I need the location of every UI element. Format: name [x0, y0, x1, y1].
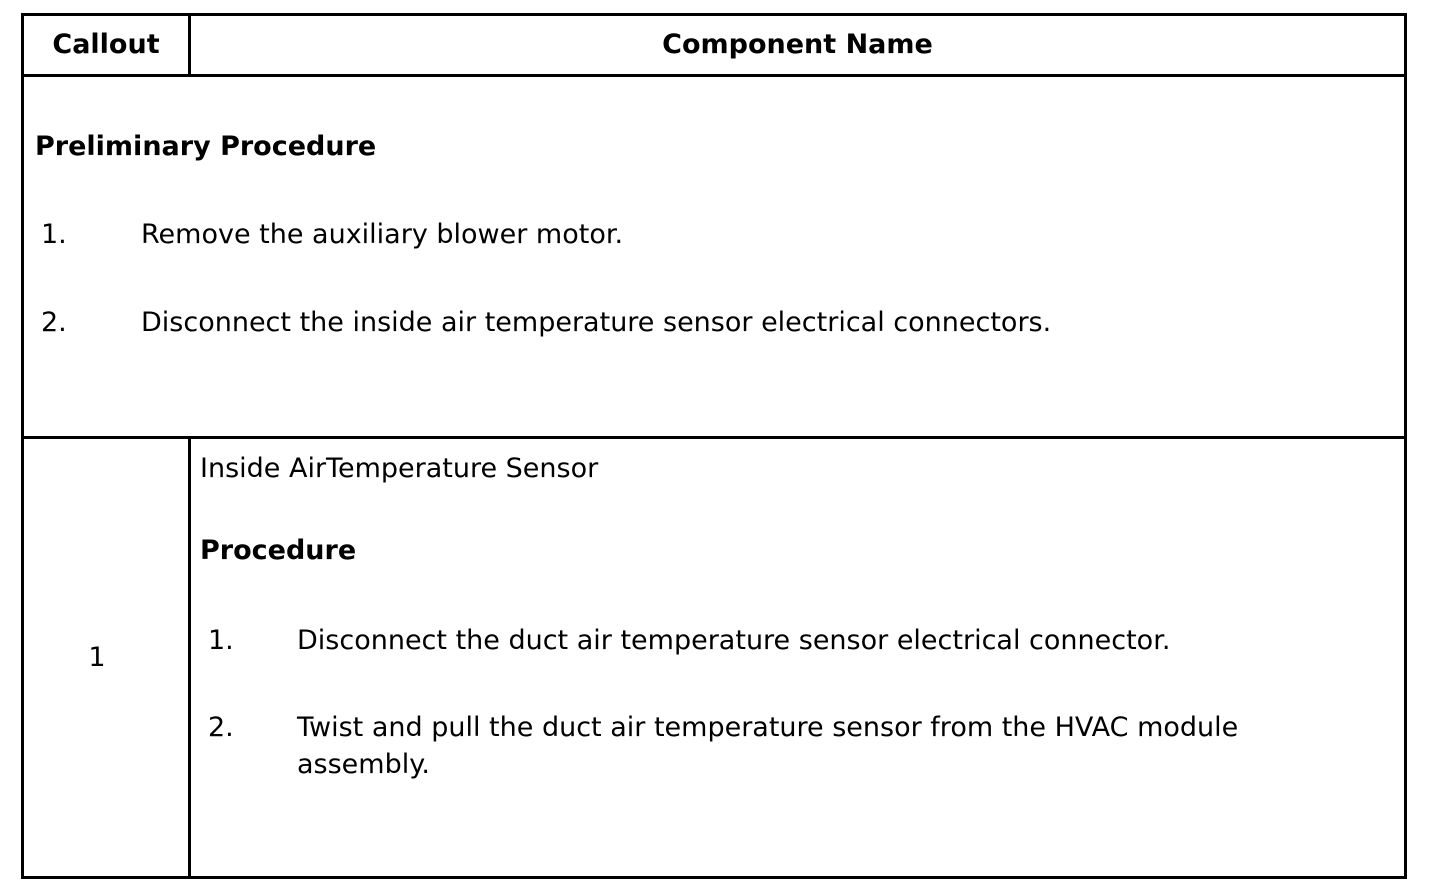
component-row — [24, 439, 1404, 876]
procedure-title: Procedure — [200, 535, 357, 566]
procedure-table — [21, 13, 1407, 879]
component-name: Inside AirTemperature Sensor — [200, 453, 599, 484]
step-number: 2. — [41, 307, 67, 338]
component-name-column-header: Component Name — [662, 29, 933, 60]
column-divider — [188, 439, 191, 876]
step-text: Twist and pull the duct air temperature sensor from the HVAC module assembly. — [297, 712, 1239, 780]
callout-column-header: Callout — [52, 29, 160, 60]
step-number: 2. — [208, 712, 234, 743]
table-header-row — [24, 16, 1404, 77]
preliminary-procedure-row — [24, 77, 1404, 439]
preliminary-procedure-title: Preliminary Procedure — [35, 131, 377, 162]
callout-number: 1 — [88, 642, 106, 673]
step-text: Disconnect the inside air temperature sensor electrical connectors. — [141, 307, 1052, 338]
step-number: 1. — [41, 219, 67, 250]
step-text: Disconnect the duct air temperature sensor electrical connector. — [297, 625, 1171, 656]
step-text: Remove the auxiliary blower motor. — [141, 219, 624, 250]
step-number: 1. — [208, 625, 234, 656]
